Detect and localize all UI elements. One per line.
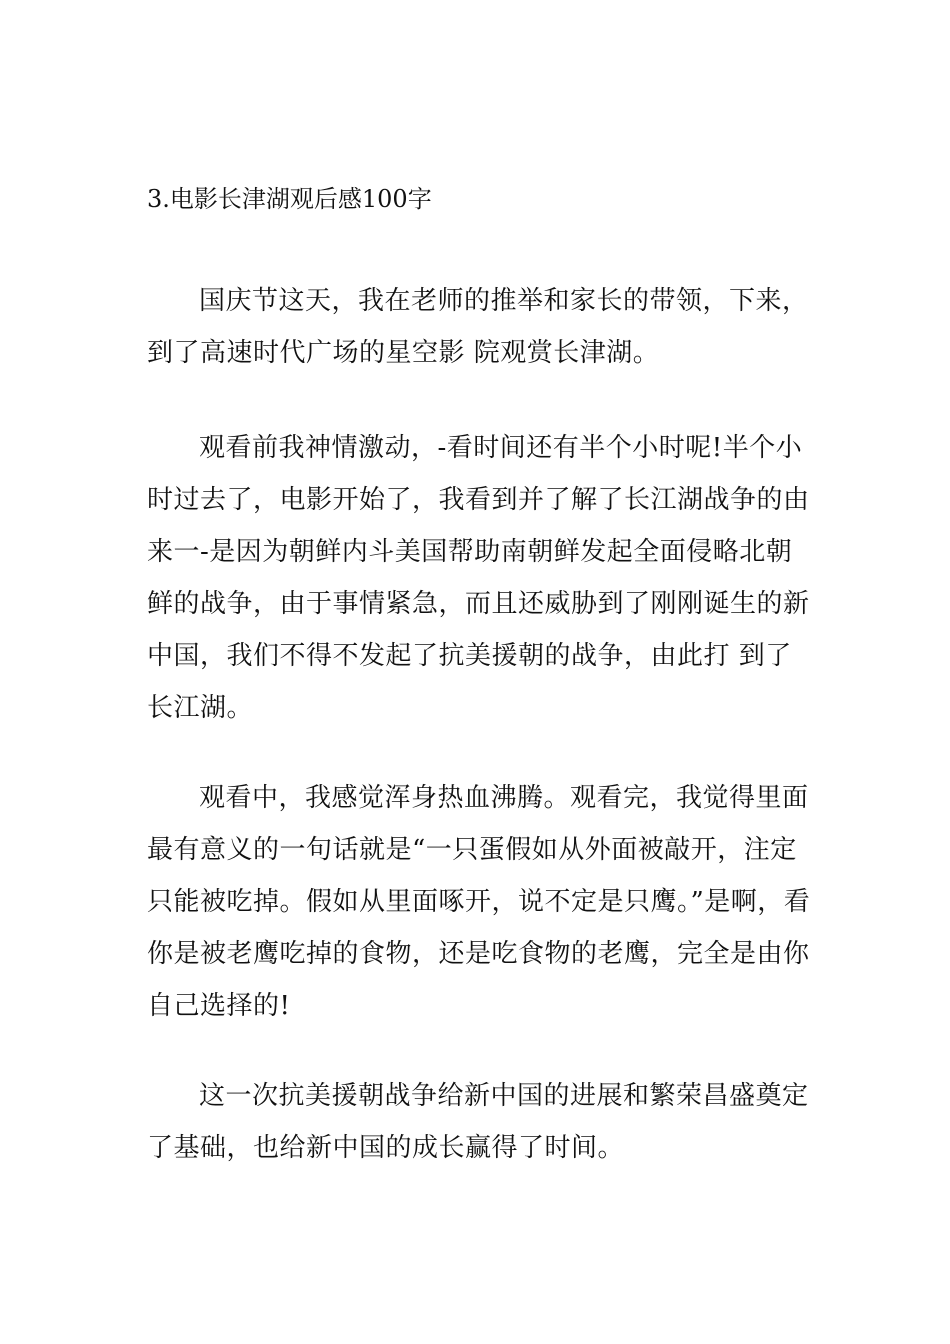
paragraph-3: 观看中，我感觉浑身热血沸腾。观看完，我觉得里面最有意义的一句话就是“一只蛋假如从外面被敲开，注定只能被吃掉。假如从里面啄开，说不定是只鹰。”是啊，看你是被老鹰吃掉的食物，还是吃食物的老鹰，完全是由你自己选择的! (147, 783, 811, 1021)
paragraph-2: 观看前我神情激动，-看时间还有半个小时呢!半个小时过去了，电影开始了，我看到并了解了长江湖战争的由来一-是因为朝鲜内斗美国帮助南朝鲜发起全面侵略北朝鲜的战争，由于事情紧急，而且还威胁到了刚刚诞生的新中国，我们不得不发起了抗美援朝的战争，由此打 到了长江湖。 (147, 433, 810, 723)
paragraph-1: 国庆节这天，我在老师的推举和家长的带领，下来，到了高速时代广场的星空影 院观赏长津湖。 (147, 286, 809, 368)
paragraph-4: 这一次抗美援朝战争给新中国的进展和繁荣昌盛奠定了基础，也给新中国的成长赢得了时间。 (147, 1081, 809, 1163)
document-heading: 3.电影长津湖观后感100字 (147, 185, 432, 213)
